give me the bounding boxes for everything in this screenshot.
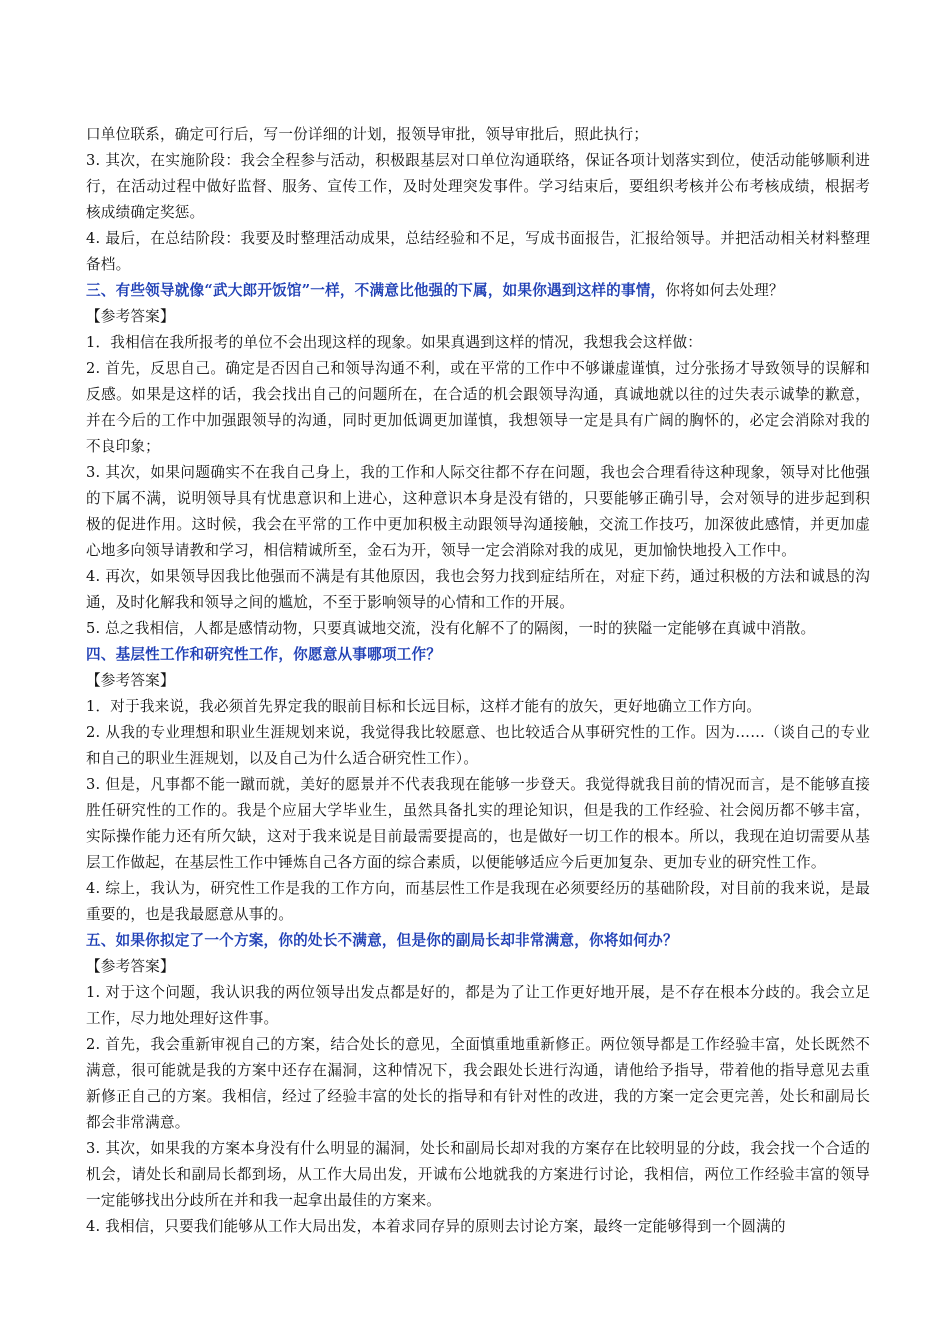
answer-label-3: 【参考答案】 <box>86 308 175 325</box>
q3-answer-3: 3. 其次，如果问题确实不在我自己身上，我的工作和人际交往都不存在问题，我也会合理看待这种现象，领导对比他强的下属不满，说明领导具有忧患意识和上进心，这种意识本身是没有错的，只要能够正确引导，会对领导的进步起到积极的促进作用。这时候，我会在平常的工作中更加积极主动跟领导沟通接触，交流工作技巧，加深彼此感情，并更加虚心地多向领导请教和学习，相信精诚所至，金石为开，领导一定会消除对我的成见，更加愉快地投入工作中。 <box>86 464 870 559</box>
answer-label-5: 【参考答案】 <box>86 958 175 975</box>
question-3-tail: 你将如何去处理？ <box>665 282 784 299</box>
paragraph-top-1: 口单位联系，确定可行后，写一份详细的计划，报领导审批，领导审批后，照此执行； <box>86 126 649 143</box>
question-3-heading <box>86 278 870 304</box>
q5-answer-2: 2. 首先，我会重新审视自己的方案，结合处长的意见，全面慎重地重新修正。两位领导都是工作经验丰富，处长既然不满意，很可能就是我的方案中还存在漏洞，这种情况下，我会跟处长进行沟通，请他给予指导，带着他的指导意见去重新修正自己的方案。我相信，经过了经验丰富的处长的指导和有针对性的改进，我的方案一定会更完善，处长和副局长都会非常满意。 <box>86 1036 870 1131</box>
question-5-heading: 五、如果你拟定了一个方案，你的处长不满意，但是你的副局长却非常满意，你将如何办？ <box>86 932 678 949</box>
paragraph-top-2: 3. 其次，在实施阶段：我会全程参与活动，积极跟基层对口单位沟通联络，保证各项计划落实到位，使活动能够顺利进行，在活动过程中做好监督、服务、宣传工作，及时处理突发事件。学习结束后，要组织考核并公布考核成绩，根据考核成绩确定奖惩。 <box>86 152 870 221</box>
q4-answer-4: 4. 综上，我认为，研究性工作是我的工作方向，而基层性工作是我现在必须要经历的基础阶段，对目前的我来说，是最重要的，也是我最愿意从事的。 <box>86 880 870 923</box>
q4-answer-2: 2. 从我的专业理想和职业生涯规划来说，我觉得我比较愿意、也比较适合从事研究性的工作。因为……（谈自己的专业和自己的职业生涯规划，以及自己为什么适合研究性工作）。 <box>86 724 870 767</box>
q4-answer-3: 3. 但是，凡事都不能一蹴而就，美好的愿景并不代表我现在能够一步登天。我觉得就我目前的情况而言，是不能够直接胜任研究性的工作的。我是个应届大学毕业生，虽然具备扎实的理论知识，但是我的工作经验、社会阅历都不够丰富，实际操作能力还有所欠缺，这对于我来说是目前最需要提高的，也是做好一切工作的根本。所以，我现在迫切需要从基层工作做起，在基层性工作中锤炼自己各方面的综合素质，以便能够适应今后更加复杂、更加专业的研究性工作。 <box>86 776 870 871</box>
question-3-bold: 三、有些领导就像“武大郎开饭馆”一样，不满意比他强的下属，如果你遇到这样的事情， <box>86 282 666 299</box>
answer-label-4: 【参考答案】 <box>86 672 175 689</box>
q3-answer-5: 5. 总之我相信，人都是感情动物，只要真诚地交流，没有化解不了的隔阂，一时的狭隘一定能够在真诚中消散。 <box>86 620 816 637</box>
q4-answer-1: 1．对于我来说，我必须首先界定我的眼前目标和长远目标，这样才能有的放矢，更好地确立工作方向。 <box>86 698 762 715</box>
q5-answer-4: 4. 我相信，只要我们能够从工作大局出发，本着求同存异的原则去讨论方案，最终一定能够得到一个圆满的 <box>86 1218 786 1235</box>
document-page <box>86 122 870 1240</box>
q5-answer-1: 1. 对于这个问题，我认识我的两位领导出发点都是好的，都是为了让工作更好地开展，是不存在根本分歧的。我会立足工作，尽力地处理好这件事。 <box>86 984 870 1027</box>
question-4-heading: 四、基层性工作和研究性工作，你愿意从事哪项工作？ <box>86 646 442 663</box>
q3-answer-2: 2. 首先，反思自己。确定是否因自己和领导沟通不利，或在平常的工作中不够谦虚谨慎，过分张扬才导致领导的误解和反感。如果是这样的话，我会找出自己的问题所在，在合适的机会跟领导沟通，真诚地就以往的过失表示诚挚的歉意，并在今后的工作中加强跟领导的沟通，同时更加低调更加谨慎，我想领导一定是具有广阔的胸怀的，必定会消除对我的不良印象； <box>86 360 870 455</box>
q3-answer-1: 1．我相信在我所报考的单位不会出现这样的现象。如果真遇到这样的情况，我想我会这样做： <box>86 334 703 351</box>
q3-answer-4: 4. 再次，如果领导因我比他强而不满是有其他原因，我也会努力找到症结所在，对症下药，通过积极的方法和诚恳的沟通，及时化解我和领导之间的尴尬，不至于影响领导的心情和工作的开展。 <box>86 568 870 611</box>
q5-answer-3: 3. 其次，如果我的方案本身没有什么明显的漏洞，处长和副局长却对我的方案存在比较明显的分歧，我会找一个合适的机会，请处长和副局长都到场，从工作大局出发，开诚布公地就我的方案进行讨论，我相信，两位工作经验丰富的领导一定能够找出分歧所在并和我一起拿出最佳的方案来。 <box>86 1140 870 1209</box>
paragraph-top-3: 4. 最后，在总结阶段：我要及时整理活动成果，总结经验和不足，写成书面报告，汇报给领导。并把活动相关材料整理备档。 <box>86 230 870 273</box>
